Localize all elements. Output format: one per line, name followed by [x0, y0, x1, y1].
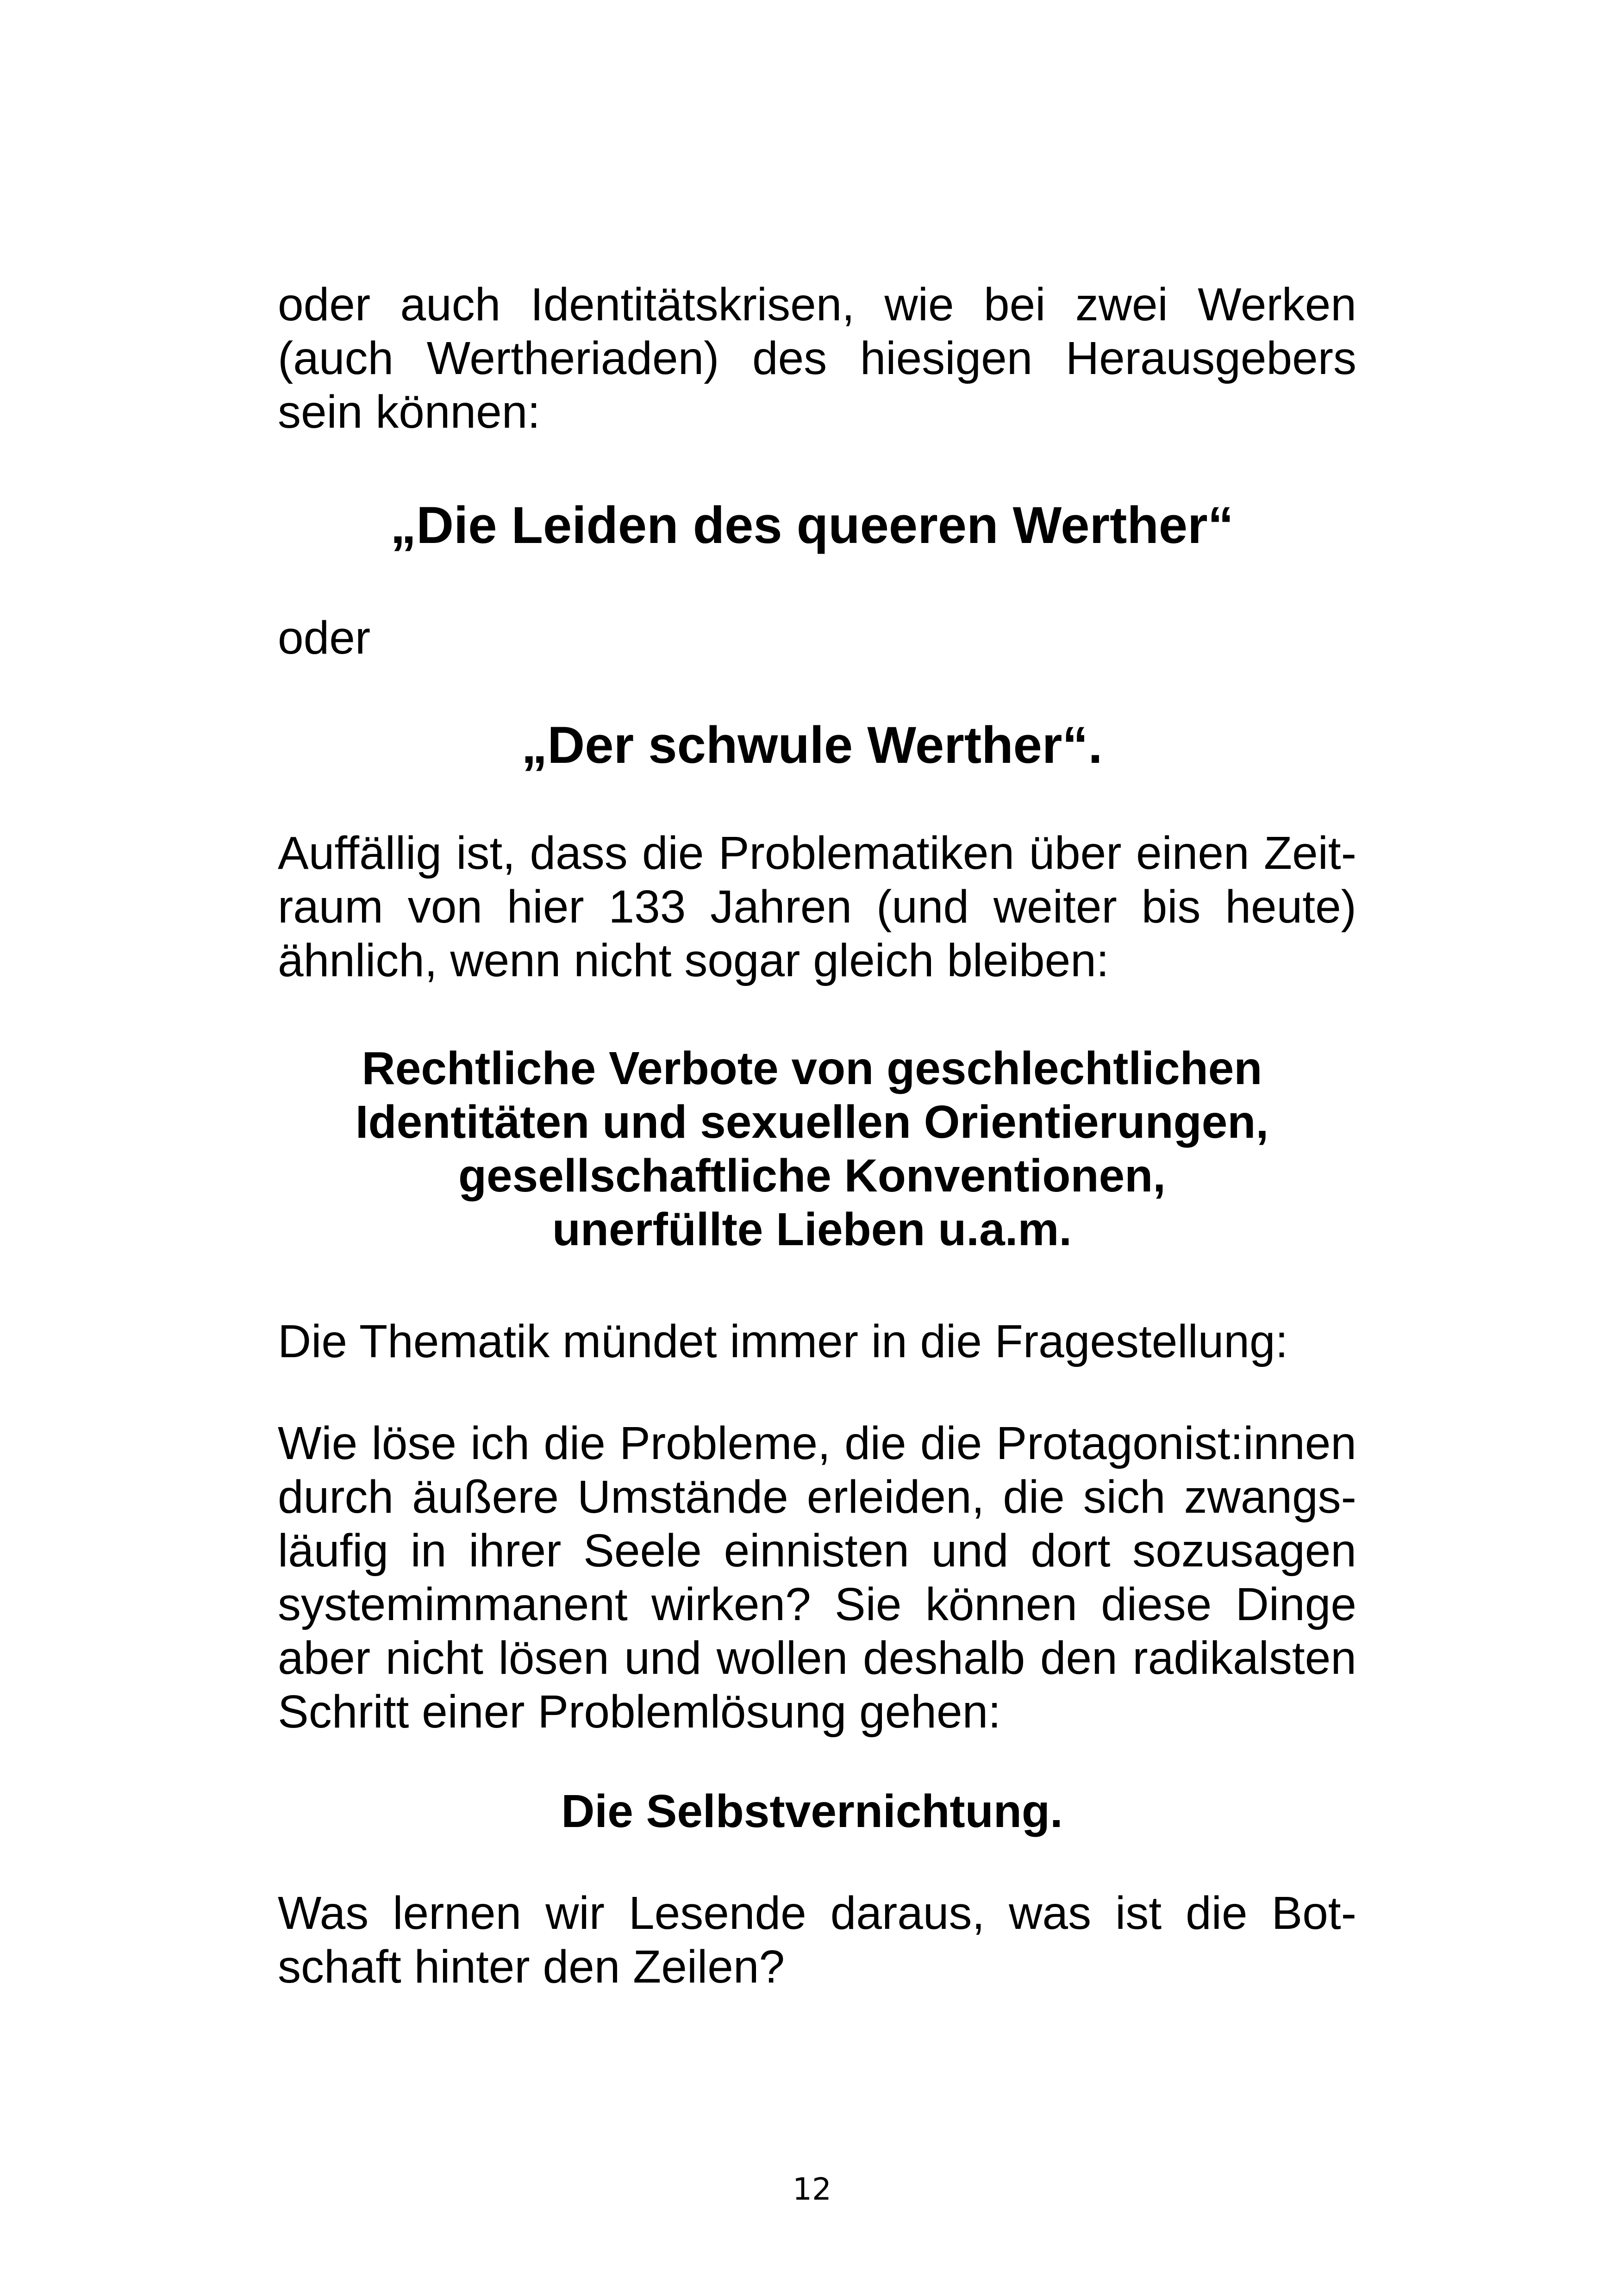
paragraph-3 — [278, 1315, 1356, 1368]
paragraph-5-line: Was lernen wir Lesende daraus, was ist die Bot- — [278, 1887, 1356, 1939]
paragraph-2-line: ähnlich, wenn nicht sogar gleich bleiben: — [278, 935, 1109, 986]
paragraph-4-line: durch äußere Umstände erleiden, die sich zwangs- — [278, 1471, 1356, 1523]
paragraph-1-line: sein können: — [278, 386, 541, 438]
paragraph-2-line: raum von hier 133 Jahren (und weiter bis heute) — [278, 881, 1356, 933]
paragraph-4 — [278, 1416, 1356, 1739]
paragraph-4-line: systemimmanent wirken? Sie können diese Dinge — [278, 1578, 1356, 1630]
paragraph-5 — [278, 1886, 1356, 1994]
paragraph-4-line: Wie löse ich die Probleme, die die Protagonist:innen — [278, 1417, 1356, 1469]
paragraph-3-line: Die Thematik mündet immer in die Fragestellung: — [278, 1316, 1288, 1367]
paragraph-2-line: Auffällig ist, dass die Problematiken über einen Zeit- — [278, 827, 1356, 879]
emphasis-line: Identitäten und sexuellen Orientierungen, — [355, 1096, 1269, 1148]
paragraph-4-line: läufig in ihrer Seele einnisten und dort sozusagen — [278, 1525, 1356, 1577]
work-title-1: „Die Leiden des queeren Werther“ — [390, 496, 1234, 554]
paragraph-1-line: oder auch Identitätskrisen, wie bei zwei Werken — [278, 279, 1356, 331]
conclusion-text: Die Selbstvernichtung. — [561, 1785, 1063, 1837]
emphasis-line: Rechtliche Verbote von geschlechtlichen — [362, 1042, 1262, 1094]
emphasis-line: gesellschaftliche Konventionen, — [458, 1150, 1166, 1202]
emphasis-block — [0, 1041, 1624, 1256]
paragraph-5-line: schaft hinter den Zeilen? — [278, 1941, 785, 1993]
paragraph-4-line: aber nicht lösen und wollen deshalb den radikalsten — [278, 1632, 1356, 1684]
page-number: 12 — [793, 2171, 831, 2207]
connector-line: oder — [278, 612, 371, 664]
emphasis-line: unerfüllte Lieben u.a.m. — [552, 1204, 1072, 1255]
work-title-2: „Der schwule Werther“. — [521, 716, 1103, 774]
paragraph-1 — [278, 278, 1356, 439]
paragraph-4-line: Schritt einer Problemlösung gehen: — [278, 1686, 1001, 1738]
paragraph-2 — [278, 826, 1356, 987]
connector-text — [278, 611, 1356, 665]
paragraph-1-line: (auch Wertheriaden) des hiesigen Herausgebers — [278, 332, 1356, 384]
